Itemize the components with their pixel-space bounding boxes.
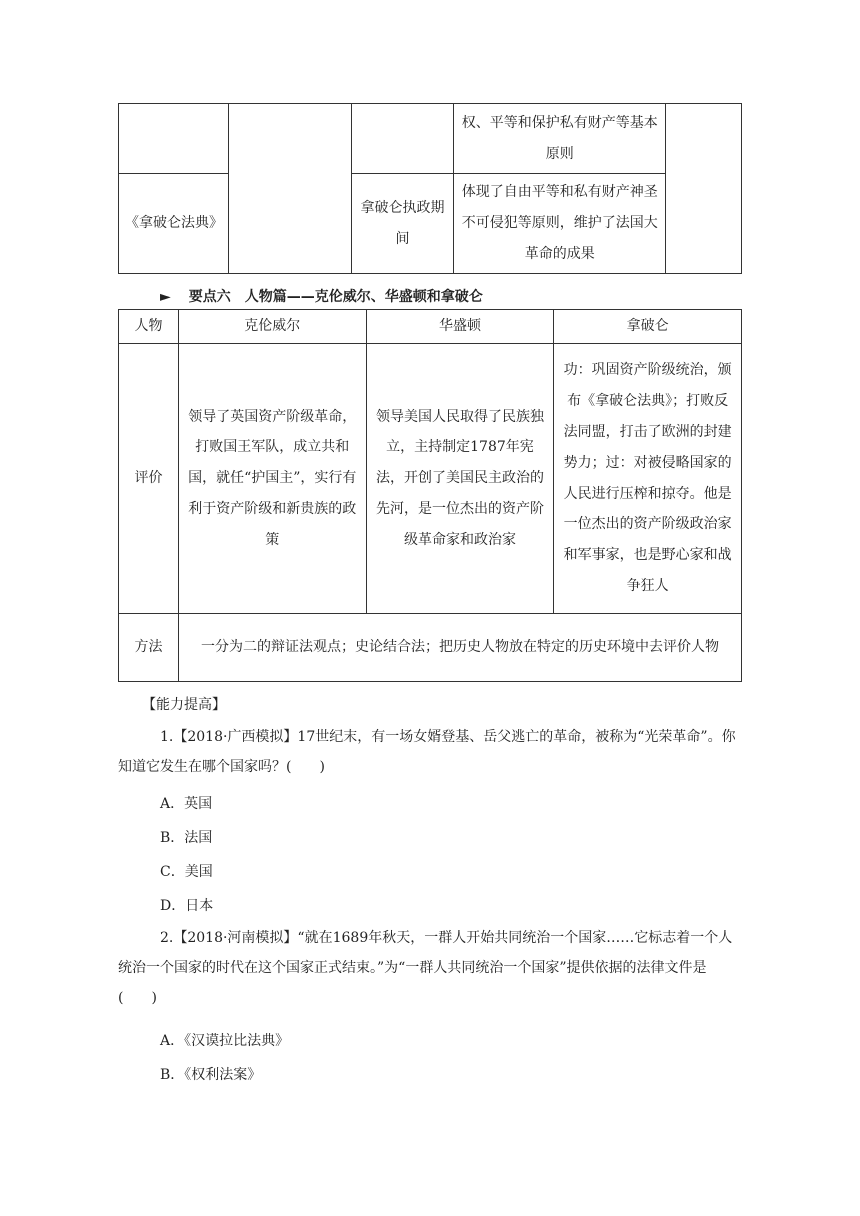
question-1-option-d[interactable]: D．日本 [160,898,214,914]
label-method: 方法 [119,614,179,682]
question-2-stem: 2.【2018·河南模拟】“就在1689年秋天，一群人开始共同统治一个国家……它标志着一个人统治一个国家的时代在这个国家正式结束。”为“一群人共同统治一个国家”提供依据的法律文件是( ) [118,930,733,1006]
header-cromwell: 克伦威尔 [178,310,366,344]
question-2-option-b[interactable]: B．《权利法案》 [160,1067,262,1083]
cell-empty [228,104,351,274]
question-1-option-c[interactable]: C．美国 [160,864,213,880]
cell-code-name: 《拿破仑法典》 [119,174,229,274]
cell-napoleon-eval: 功：巩固资产阶级统治，颁布《拿破仑法典》；打败反法同盟，打击了欧洲的封建势力；过：对被侵略国家的人民进行压榨和掠夺。他是一位杰出的资产阶级政治家和军事家，也是野心家和战争狂人 [554,344,742,614]
header-napoleon: 拿破仑 [554,310,742,344]
cell-empty [119,104,229,174]
section-heading [160,286,483,306]
header-washington: 华盛顿 [366,310,554,344]
label-evaluation: 评价 [119,344,179,614]
question-1-option-a[interactable]: A．英国 [160,796,213,812]
top-table [118,103,742,274]
question-2-option-a[interactable]: A．《汉谟拉比法典》 [160,1033,290,1049]
ability-heading: 【能力提高】 [142,697,226,713]
cell-washington-eval: 领导美国人民取得了民族独立，主持制定1787年宪法，开创了美国民主政治的先河，是一位杰出的资产阶级革命家和政治家 [366,344,554,614]
cell-period: 拿破仑执政期间 [351,174,454,274]
cell-empty [351,104,454,174]
cell-cromwell-eval: 领导了英国资产阶级革命，打败国王军队，成立共和国，就任“护国主”，实行有利于资产阶级和新贵族的政策 [178,344,366,614]
cell-principles: 权、平等和保护私有财产等基本原则 [454,104,666,174]
cell-empty [666,104,742,274]
people-table [118,309,742,682]
cell-code-significance: 体现了自由平等和私有财产神圣不可侵犯等原则，维护了法国大革命的成果 [454,174,666,274]
triangle-marker-icon: ► [160,289,171,305]
question-1-stem: 1.【2018·广西模拟】17世纪末，有一场女婿登基、岳父逃亡的革命，被称为“光荣革命”。你知道它发生在哪个国家吗？( ) [118,729,736,775]
question-1-option-b[interactable]: B．法国 [160,830,213,846]
cell-method: 一分为二的辩证法观点；史论结合法；把历史人物放在特定的历史环境中去评价人物 [178,614,741,682]
section-title: 要点六 人物篇——克伦威尔、华盛顿和拿破仑 [188,289,483,305]
header-person: 人物 [119,310,179,344]
